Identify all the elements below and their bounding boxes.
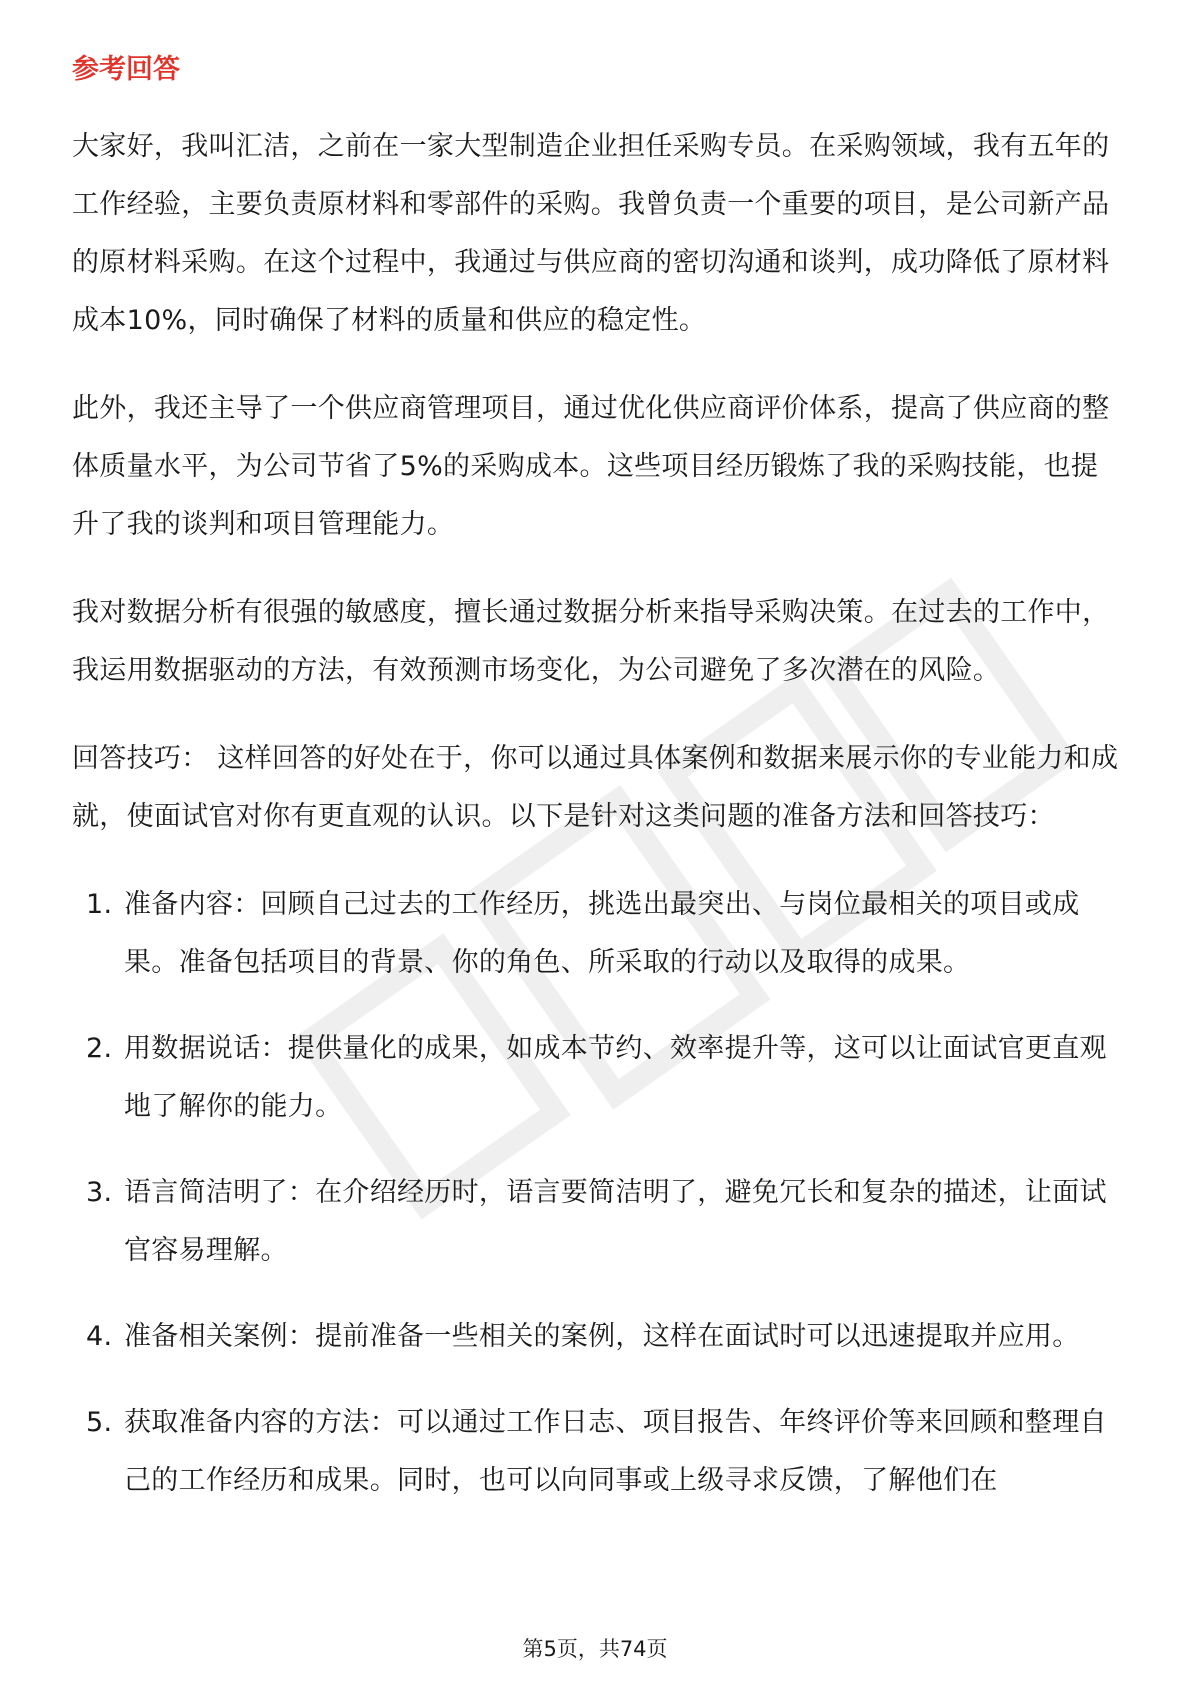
list-item: [72, 1020, 1124, 1136]
paragraph-supplier-project: 此外，我还主导了一个供应商管理项目，通过优化供应商评价体系，提高了供应商的整体质量水平，为公司节省了5%的采购成本。这些项目经历锻炼了我的采购技能，也提升了我的谈判和项目管理能力。: [72, 393, 1110, 540]
page-footer: 第5页，共74页: [522, 1637, 668, 1661]
list-item: [72, 1308, 1124, 1366]
tips-list: [72, 876, 1124, 1510]
section-title: 参考回答: [72, 54, 180, 85]
list-text: 用数据说话：提供量化的成果，如成本节约、效率提升等，这可以让面试官更直观地了解你的能力。: [124, 1033, 1107, 1122]
list-number: 2.: [86, 1033, 113, 1064]
list-number: 5.: [86, 1407, 113, 1438]
list-item: [72, 1394, 1124, 1510]
list-item: [72, 876, 1124, 992]
main-content: [72, 118, 1124, 1538]
list-item: [72, 1164, 1124, 1280]
paragraph-data-analysis: 我对数据分析有很强的敏感度，擅长通过数据分析来指导采购决策。在过去的工作中，我运用数据驱动的方法，有效预测市场变化，为公司避免了多次潜在的风险。: [72, 597, 1110, 686]
list-text: 语言简洁明了：在介绍经历时，语言要简洁明了，避免冗长和复杂的描述，让面试官容易理解。: [124, 1177, 1107, 1266]
list-number: 1.: [86, 889, 113, 920]
list-number: 3.: [86, 1177, 113, 1208]
list-text: 准备相关案例：提前准备一些相关的案例，这样在面试时可以迅速提取并应用。: [124, 1321, 1080, 1352]
paragraph-intro: 大家好，我叫汇洁，之前在一家大型制造企业担任采购专员。在采购领域，我有五年的工作经验，主要负责原材料和零部件的采购。我曾负责一个重要的项目，是公司新产品的原材料采购。在这个过程中，我通过与供应商的密切沟通和谈判，成功降低了原材料成本10%，同时确保了材料的质量和供应的稳定性。: [72, 131, 1110, 336]
list-text: 获取准备内容的方法：可以通过工作日志、项目报告、年终评价等来回顾和整理自己的工作经历和成果。同时，也可以向同事或上级寻求反馈，了解他们在: [124, 1407, 1107, 1496]
list-text: 准备内容：回顾自己过去的工作经历，挑选出最突出、与岗位最相关的项目或成果。准备包括项目的背景、你的角色、所采取的行动以及取得的成果。: [124, 889, 1080, 978]
list-number: 4.: [86, 1321, 113, 1352]
paragraph-answer-tips: 回答技巧： 这样回答的好处在于，你可以通过具体案例和数据来展示你的专业能力和成就，使面试官对你有更直观的认识。以下是针对这类问题的准备方法和回答技巧：: [72, 743, 1119, 832]
